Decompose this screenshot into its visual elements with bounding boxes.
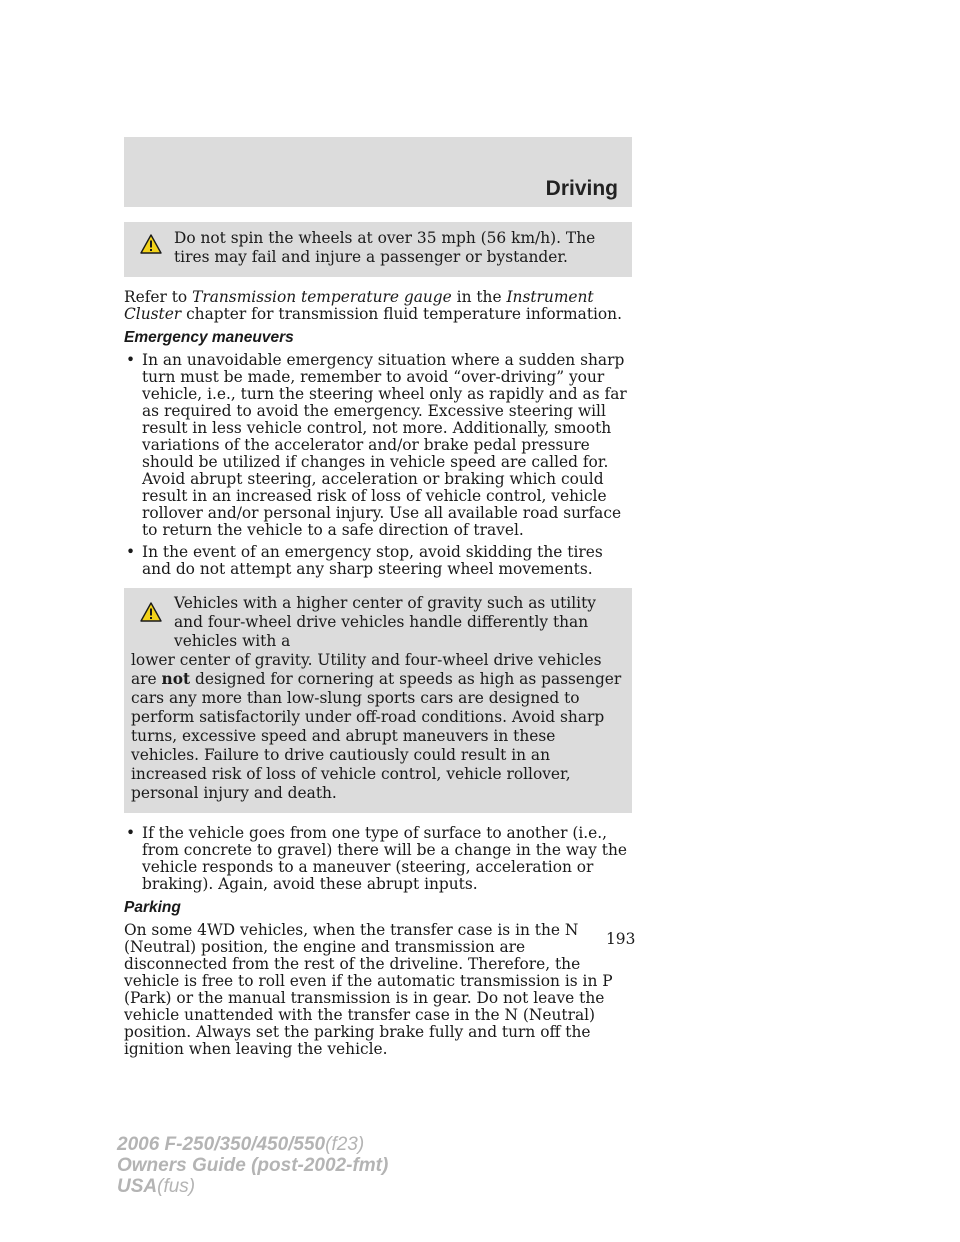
reference-prefix: Refer to	[124, 288, 193, 306]
footer-line-2	[117, 1155, 388, 1176]
reference-suffix: chapter for transmission fluid temperature information.	[181, 305, 622, 323]
reference-middle: in the	[451, 288, 507, 306]
warning-text-after-bold: designed for cornering at speeds as high as passenger cars any more than low-slung sports cars are designed to perform satisfactorily under off-road conditions. Avoid sharp turns, excessive speed and abrupt maneuvers in these vehicles. Failure to drive cautiously could result in an increased risk of loss of vehicle control, vehicle rollover, personal injury and death.	[131, 670, 622, 802]
footer-line-3	[117, 1176, 388, 1197]
warning-triangle-icon	[140, 602, 162, 622]
bullet-text: In the event of an emergency stop, avoid skidding the tires and do not attempt any sharp steering wheel movements.	[142, 543, 603, 578]
list-item	[124, 352, 632, 539]
page-content	[124, 222, 632, 1058]
footer-line-1	[117, 1134, 388, 1155]
document-footer	[117, 1134, 388, 1197]
reference-paragraph	[124, 289, 632, 323]
bullet-text: In an unavoidable emergency situation where a sudden sharp turn must be made, remember to avoid “over-driving” your vehicle, i.e., turn the steering wheel only as rapidly and as far as required to avoid the emergency. Excessive steering will result in less vehicle control, not more. Additionally, smooth variations of the accelerator and/or brake pedal pressure should be utilized if changes in vehicle speed are called for. Avoid abrupt steering, acceleration or braking which could result in an increased risk of loss of vehicle control, vehicle rollover and/or personal injury. Use all available road surface to return the vehicle to a safe direction of travel.	[142, 351, 627, 539]
page-number: 193	[606, 930, 636, 948]
footer-model: 2006 F-250/350/450/550	[117, 1134, 326, 1155]
reference-instrument-cluster: Instrument Cluster	[124, 288, 594, 323]
chapter-title: Driving	[545, 177, 618, 200]
warning-text-before-bold: lower center of gravity. Utility and four-wheel drive vehicles are	[131, 651, 602, 688]
footer-guide: Owners Guide (post-2002-fmt)	[117, 1155, 389, 1176]
warning-box-wheel-spin	[124, 222, 632, 277]
warning-text-bold: not	[161, 670, 191, 688]
chapter-header-band	[124, 137, 632, 207]
list-item	[124, 825, 632, 893]
list-item	[124, 544, 632, 578]
footer-market: USA	[117, 1176, 158, 1197]
warning-triangle-icon	[140, 234, 162, 254]
bullet-text: If the vehicle goes from one type of surface to another (i.e., from concrete to gravel) there will be a change in the way the vehicle responds to a maneuver (steering, acceleration or braking). Again, avoid these abrupt inputs.	[142, 824, 627, 893]
parking-paragraph: On some 4WD vehicles, when the transfer case is in the N (Neutral) position, the engine and transmission are disconnected from the rest of the driveline. Therefore, the vehicle is free to roll even if the automatic transmission is in P (Park) or the manual transmission is in gear. Do not leave the vehicle unattended with the transfer case in the N (Neutral) position. Always set the parking brake fully and turn off the ignition when leaving the vehicle.	[124, 921, 613, 1058]
warning-text-line1: Vehicles with a higher center of gravity such as utility and four-wheel drive vehicles handle differently than vehicles with a	[174, 594, 596, 650]
bullet-dot: •	[126, 824, 136, 842]
bullet-dot: •	[126, 351, 136, 369]
reference-transmission-gauge: Transmission temperature gauge	[192, 288, 452, 306]
bullet-dot: •	[126, 543, 136, 561]
warning-box-center-of-gravity	[124, 588, 632, 813]
warning-text: Do not spin the wheels at over 35 mph (56 km/h). The tires may fail and injure a passenger or bystander.	[174, 229, 596, 266]
footer-model-code: (f23)	[325, 1134, 365, 1155]
section-heading-parking: Parking	[124, 899, 181, 916]
section-heading-emergency: Emergency maneuvers	[124, 329, 294, 346]
footer-market-code: (fus)	[157, 1176, 196, 1197]
